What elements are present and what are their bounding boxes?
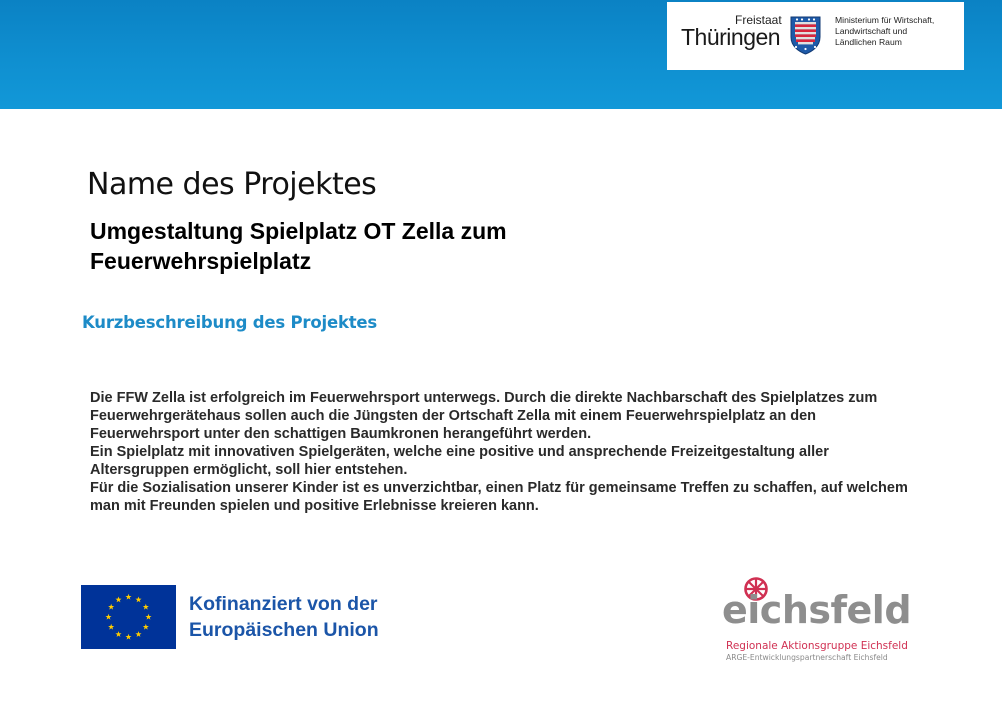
eu-text-line: Kofinanziert von der — [189, 593, 378, 615]
thueringen-ministry-logo — [667, 2, 964, 70]
eu-cofinanced-text — [189, 591, 379, 643]
short-description-heading: Kurzbeschreibung des Projektes — [82, 313, 378, 332]
logo-ministry-line: Ländlichen Raum — [835, 37, 902, 47]
description-paragraph: Für die Sozialisation unserer Kinder ist es unverzichtbar, einen Platz für gemeinsame Treffen zu schaffen, auf welchem man mit Freunden spielen und positive Erlebnisse kreieren kann. — [90, 480, 908, 514]
logo-ministry-line: Ministerium für Wirtschaft, — [835, 15, 935, 25]
project-description — [90, 389, 920, 515]
logo-ministry-text — [835, 15, 934, 48]
logo-ministry-line: Landwirtschaft und — [835, 26, 908, 36]
project-name: Umgestaltung Spielplatz OT Zella zum Feuerwehrspielplatz — [90, 218, 507, 274]
eu-flag-icon — [81, 585, 176, 649]
thuringia-lion-crest-icon — [789, 15, 822, 55]
eichsfeld-logo-word: eichsfeld — [722, 588, 912, 632]
logo-freistaat-text: Freistaat — [735, 13, 782, 27]
page-title: Name des Projektes — [87, 167, 377, 202]
logo-thueringen-text: Thüringen — [681, 24, 781, 50]
eichsfeld-subsubtitle: ARGE-Entwicklungspartnerschaft Eichsfeld — [726, 653, 888, 662]
eichsfeld-subtitle: Regionale Aktionsgruppe Eichsfeld — [726, 640, 908, 652]
description-paragraph: Ein Spielplatz mit innovativen Spielgeräten, welche eine positive und ansprechende Freizeitgestaltung aller Altersgruppen ermöglicht, soll hier entstehen. — [90, 444, 829, 478]
description-paragraph: Die FFW Zella ist erfolgreich im Feuerwehrsport unterwegs. Durch die direkte Nachbarschaft des Spielplatzes zum Feuerwehrgerätehaus sollen auch die Jüngsten der Ortschaft Zella mit einem Feuerwehrspielplatz an den Feuerwehrsport unter den schattigen Baumkronen herangeführt werden. — [90, 390, 878, 442]
eu-text-line: Europäischen Union — [189, 619, 379, 641]
